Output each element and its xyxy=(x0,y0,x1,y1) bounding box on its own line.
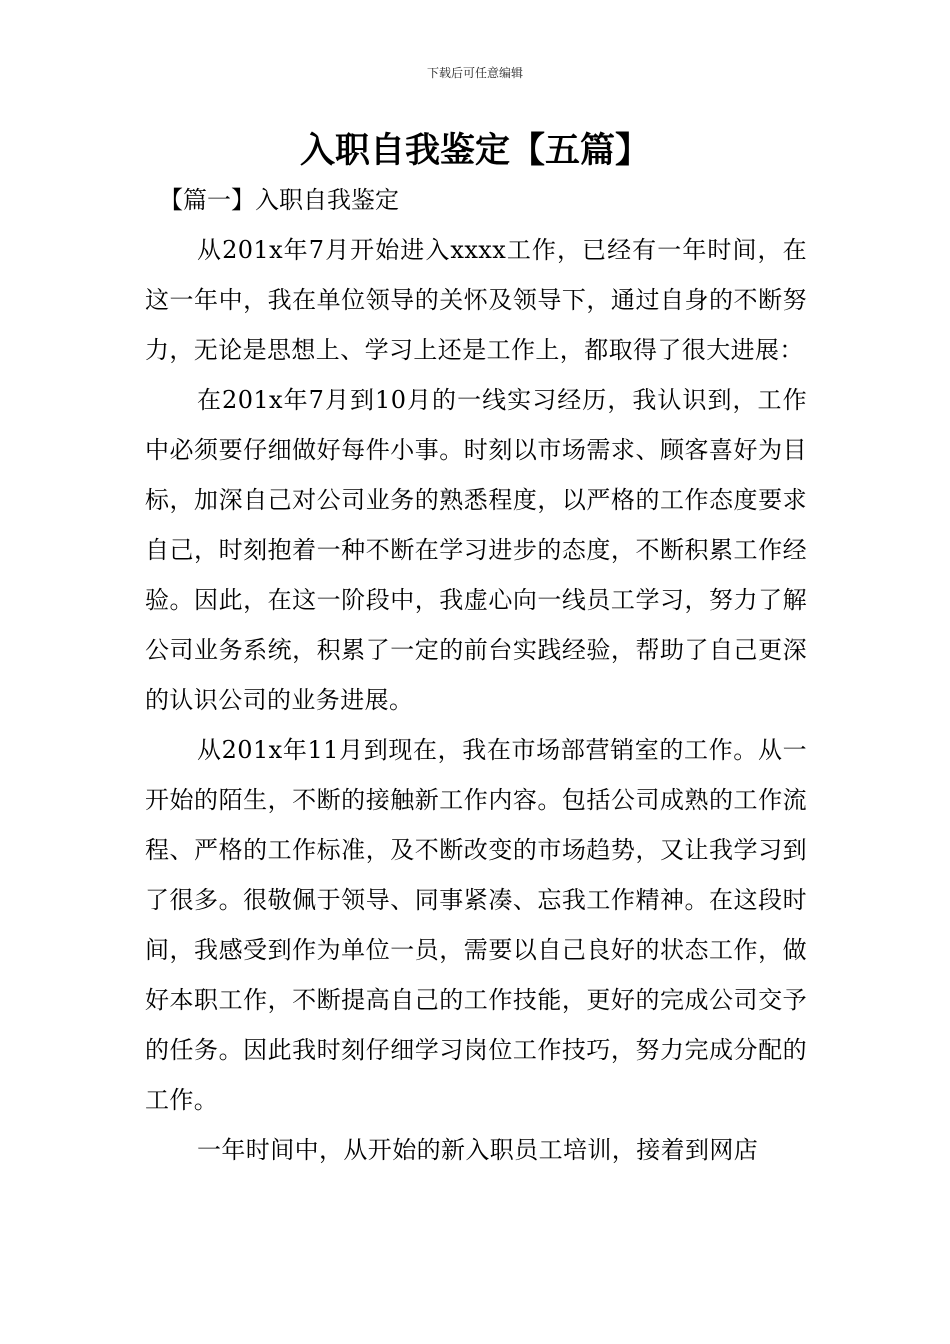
paragraph-1: 从201x年7月开始进入xxxx工作，已经有一年时间，在这一年中，我在单位领导的关怀及领导下，通过自身的不断努力，无论是思想上、学习上还是工作上，都取得了很大进展： xyxy=(145,236,807,364)
document-body xyxy=(145,175,807,1175)
document-title: 入职自我鉴定【五篇】 xyxy=(299,130,650,171)
paragraph-3: 从201x年11月到现在，我在市场部营销室的工作。从一开始的陌生，不断的接触新工作内容。包括公司成熟的工作流程、严格的工作标准，及不断改变的市场趋势，又让我学习到了很多。很敬佩于领导、同事紧凑、忘我工作精神。在这段时间，我感受到作为单位一员，需要以自己良好的状态工作，做好本职工作，不断提高自己的工作技能，更好的完成公司交予的任务。因此我时刻仔细学习岗位工作技巧，努力完成分配的工作。 xyxy=(145,736,807,1114)
paragraph-2: 在201x年7月到10月的一线实习经历，我认识到，工作中必须要仔细做好每件小事。时刻以市场需求、顾客喜好为目标，加深自己对公司业务的熟悉程度，以严格的工作态度要求自己，时刻抱着一种不断在学习进步的态度，不断积累工作经验。因此，在这一阶段中，我虚心向一线员工学习，努力了解公司业务系统，积累了一定的前台实践经验，帮助了自己更深的认识公司的业务进展。 xyxy=(145,386,807,714)
paragraph-4: 一年时间中，从开始的新入职员工培训，接着到网店 xyxy=(197,1136,759,1164)
header-note: 下载后可任意编辑 xyxy=(426,66,523,80)
section-heading: 【篇一】入职自我鉴定 xyxy=(159,186,399,214)
